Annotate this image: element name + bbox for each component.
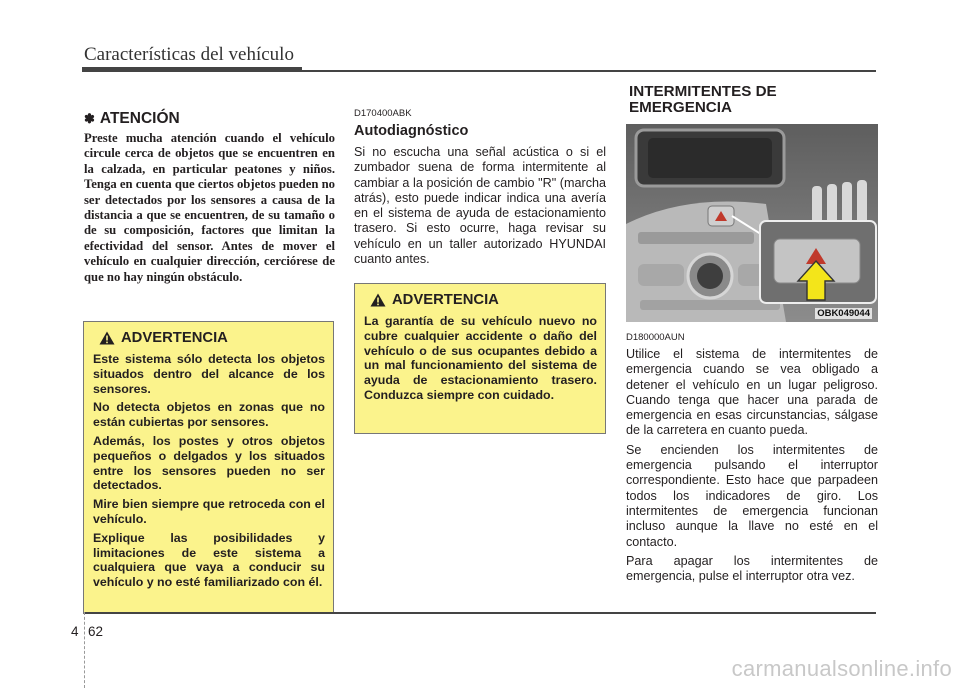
- star-icon: ✽: [84, 111, 95, 126]
- section-subheading: Autodiagnóstico: [354, 123, 469, 139]
- page-number: 62: [88, 624, 104, 639]
- watermark-text: carmanualsonline.info: [731, 656, 952, 681]
- section-title-line: EMERGENCIA: [629, 99, 732, 116]
- image-reference-label: OBK049044: [817, 308, 870, 319]
- chapter-number: 4: [71, 624, 79, 639]
- section-body: Para apagar los intermitentes de emergencia, pulse el interruptor otra vez.: [626, 553, 878, 584]
- warning-box-sensors: [83, 321, 334, 614]
- warning-paragraph: Mire bien siempre que retroceda con el vehículo.: [93, 497, 325, 526]
- header-rule-thin: [300, 70, 876, 72]
- section-title-line: INTERMITENTES DE: [629, 83, 777, 100]
- column-left: [84, 108, 335, 285]
- section-title: [629, 84, 878, 116]
- warning-box-warranty: [354, 283, 606, 434]
- section-code: D180000AUN: [626, 332, 685, 343]
- warning-heading: [364, 292, 597, 308]
- warning-heading: [93, 330, 325, 346]
- column-right: [626, 84, 878, 588]
- section-code: D170400ABK: [354, 108, 412, 119]
- warning-paragraph: La garantía de su vehículo nuevo no cubre cualquier accidente o daño del vehículo o de sus ocupantes debido a un mal funcionamiento del sistema de ayuda de estacionamiento trasero. Conduzca siempre con cuidado.: [364, 314, 597, 402]
- warning-triangle-icon: [99, 331, 115, 345]
- section-body: Si no escucha una señal acústica o si el zumbador suena de forma intermitente al cambiar a la posición de cambio "R" (marcha atrás), esto puede indicar indica una avería en el sistema de ayuda de estacionamiento trasero. Si esto ocurre, haga revisar su vehículo en un taller autorizado HYUNDAI cuanto antes.: [354, 145, 606, 267]
- footer-divider: [84, 612, 86, 688]
- warning-paragraph: Explique las posibilidades y limitaciones de este sistema a cualquiera que vaya a conducir su vehículo y no esté familiarizado con él.: [93, 530, 325, 590]
- warning-triangle-icon: [370, 293, 386, 307]
- section-body: Se encienden los intermitentes de emergencia pulsando el interruptor correspondiente. Esto hace que parpadeen todos los indicadores de giro. Los intermitentes de emergencia funcionan incluso aunque la llave no esté en el contacto.: [626, 442, 878, 549]
- page-header-title: Características del vehículo: [84, 44, 294, 65]
- footer-rule: [84, 612, 876, 614]
- warning-title: ADVERTENCIA: [392, 292, 499, 308]
- column-middle: [354, 108, 606, 271]
- hazard-switch-photo: [626, 124, 878, 322]
- attention-title: ATENCIÓN: [99, 110, 180, 127]
- attention-heading: [84, 110, 335, 128]
- header-rule-thick: [82, 67, 302, 72]
- section-body: Utilice el sistema de intermitentes de emergencia cuando se vea obligado a detener el vehículo en un lugar peligroso. Cuando tenga que hacer una parada de emergencia en esas circunstancias, sálgase de la carretera en cuanto pueda.: [626, 347, 878, 438]
- warning-paragraph: Además, los postes y otros objetos pequeños o delgados y los situados entre los sensores pueden no ser detectados.: [93, 433, 325, 493]
- warning-paragraph: Este sistema sólo detecta los objetos situados dentro del alcance de los sensores.: [93, 352, 325, 396]
- warning-paragraph: No detecta objetos en zonas que no están cubiertas por sensores.: [93, 400, 325, 430]
- dashboard-illustration: [626, 124, 878, 322]
- warning-title: ADVERTENCIA: [121, 330, 228, 346]
- attention-body: Preste mucha atención cuando el vehículo circule cerca de objetos que se encuentren en la calzada, en particular peatones y niños. Tenga en cuenta que ciertos objetos pueden no ser detectados por los sensores a causa de la distancia a que se encuentren, de su tamaño o de su composición, factores que limitan la efectividad del sensor. Antes de mover el vehículo en cualquier dirección, cerciórese de que no hay ningún obstáculo.: [84, 131, 335, 284]
